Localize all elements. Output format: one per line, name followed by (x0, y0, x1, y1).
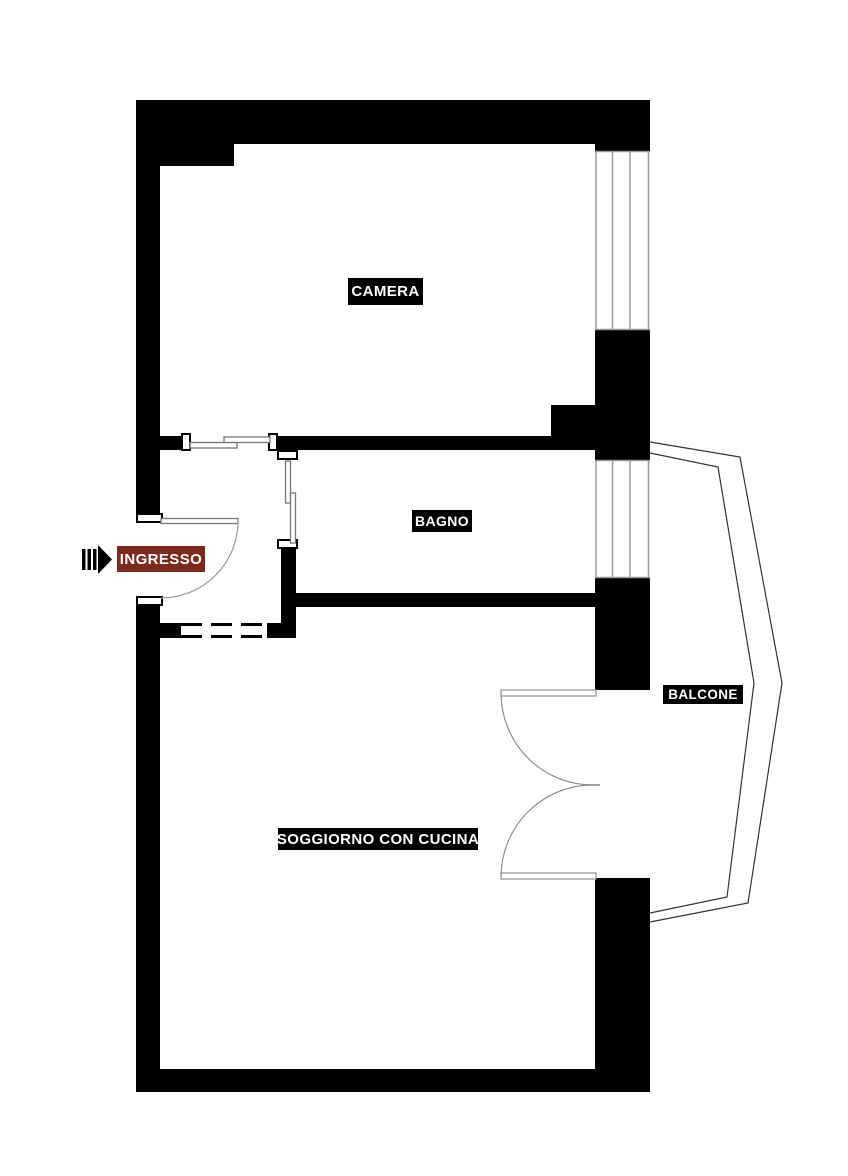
bagno-door-jamb-top (278, 451, 297, 459)
sliding-panel (286, 461, 291, 503)
room-label-bagno: BAGNO (412, 510, 472, 532)
wall-camera-divider-step (551, 405, 595, 450)
french-door-leaf-top (501, 690, 596, 696)
sliding-door-jamb-left (182, 434, 190, 450)
french-door-leaf-bottom (501, 873, 596, 879)
french-door-swing-arc-bottom (501, 785, 595, 876)
wall-camera-divider-left-stub (160, 436, 182, 450)
room-label-soggiorno: SOGGIORNO CON CUCINA (278, 828, 478, 850)
arrow-head (98, 545, 112, 574)
wall-camera-divider-main (277, 436, 551, 450)
pillar-between-windows-2 (595, 578, 650, 690)
wall-left-lower (136, 605, 160, 1092)
sliding-panel (224, 437, 270, 443)
wall-bagno-bottom (296, 593, 595, 607)
entrance-door-sill-top (137, 514, 162, 522)
pillar-bottom-right (595, 878, 650, 1092)
wall-ingresso-stub-left (160, 623, 181, 638)
arrow-bar (93, 549, 97, 570)
sliding-panel (291, 493, 296, 543)
room-label-balcone: BALCONE (663, 685, 743, 704)
balcony-railing-inner-line (650, 453, 754, 913)
balcony-railing (650, 442, 782, 922)
sliding-panel (190, 443, 237, 449)
room-label-ingresso: INGRESSO (117, 546, 205, 572)
french-door-swing-arc-top (501, 694, 595, 785)
wall-bottom (136, 1069, 650, 1092)
arrow-bar (82, 549, 86, 570)
balcony-railing-outer-line (650, 442, 782, 922)
pillar-between-windows-1 (595, 330, 650, 460)
room-label-camera: CAMERA (348, 278, 423, 305)
sliding-door-camera (190, 437, 270, 448)
balcony-french-doors (501, 690, 600, 879)
bagno-window (595, 460, 650, 578)
open-passage-dashed (181, 625, 267, 637)
entrance-arrow-icon (82, 545, 112, 574)
wall-left-upper (136, 100, 160, 515)
camera-window (595, 151, 650, 330)
wall-ingresso-stub-right (267, 623, 296, 638)
arrow-bar (88, 549, 92, 570)
sliding-door-bagno (286, 461, 296, 543)
entrance-door-sill-bottom (137, 597, 162, 605)
wall-window-header (595, 100, 650, 151)
entrance-door-leaf (161, 519, 238, 524)
